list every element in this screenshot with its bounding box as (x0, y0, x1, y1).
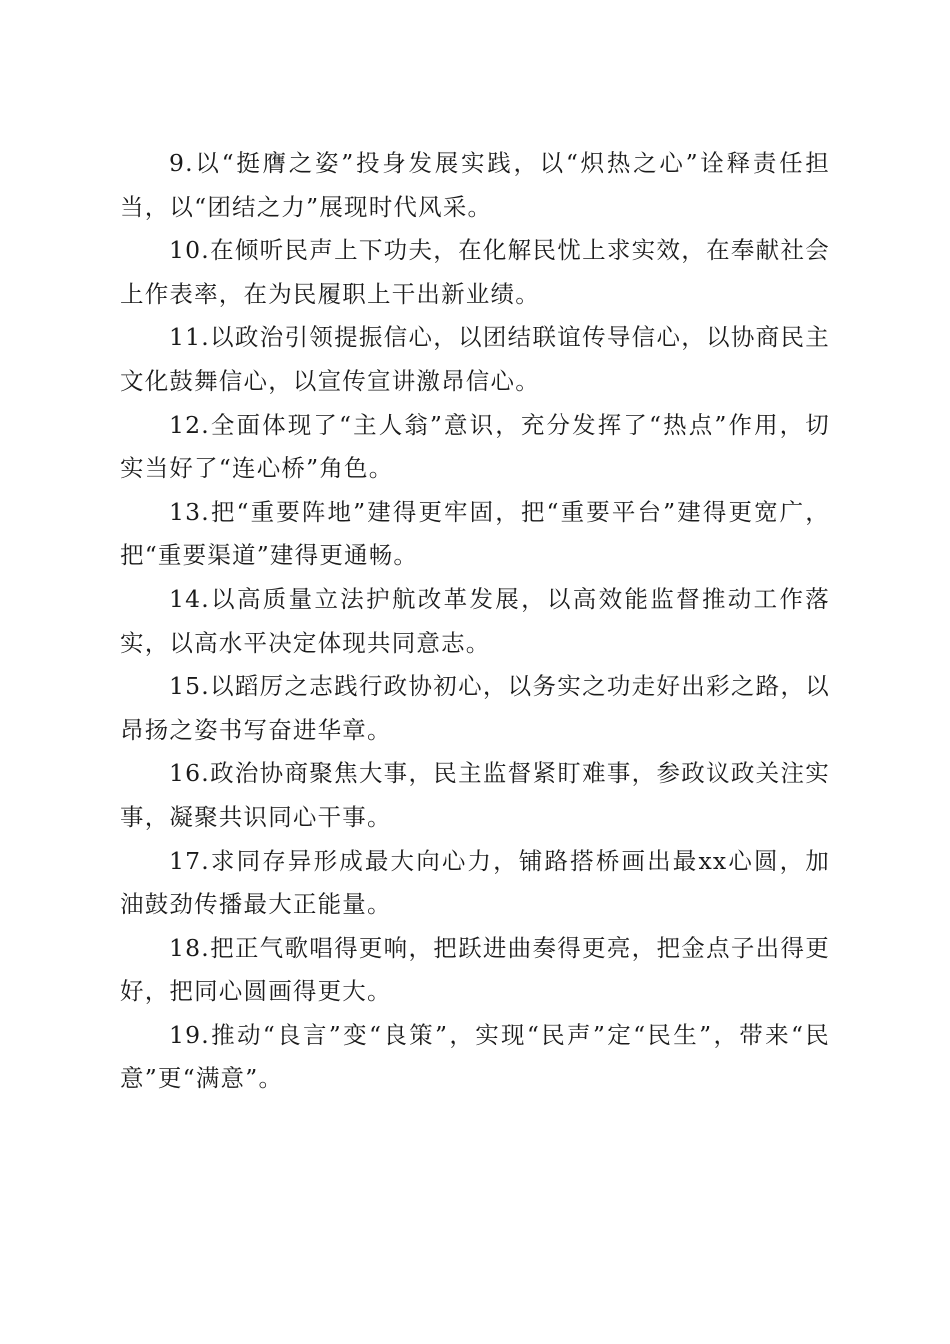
paragraph-19: 19.推动“良言”变“良策”，实现“民声”定“民生”，带来“民意”更“满意”。 (120, 1020, 830, 1093)
paragraph-10: 10.在倾听民声上下功夫，在化解民忧上求实效，在奉献社会上作表率，在为民履职上干出新业绩。 (120, 236, 830, 308)
paragraph-11: 11.以政治引领提振信心，以团结联谊传导信心，以协商民主文化鼓舞信心，以宣传宣讲激昂信心。 (120, 323, 830, 395)
paragraph-18: 18.把正气歌唱得更响，把跃进曲奏得更亮，把金点子出得更好，把同心圆画得更大。 (120, 933, 830, 1006)
paragraph-15: 15.以蹈厉之志践行政协初心，以务实之功走好出彩之路，以昂扬之姿书写奋进华章。 (120, 672, 830, 744)
paragraph-17: 17.求同存异形成最大向心力，铺路搭桥画出最xx心圆，加油鼓劲传播最大正能量。 (120, 846, 830, 919)
paragraph-12: 12.全面体现了“主人翁”意识，充分发挥了“热点”作用，切实当好了“连心桥”角色。 (120, 410, 830, 483)
paragraph-14: 14.以高质量立法护航改革发展，以高效能监督推动工作落实，以高水平决定体现共同意志。 (120, 584, 830, 657)
paragraph-9: 9.以“挺膺之姿”投身发展实践，以“炽热之心”诠释责任担当，以“团结之力”展现时代风采。 (120, 149, 830, 221)
paragraph-16: 16.政治协商聚焦大事，民主监督紧盯难事，参政议政关注实事，凝聚共识同心干事。 (120, 759, 830, 831)
paragraph-13: 13.把“重要阵地”建得更牢固，把“重要平台”建得更宽广，把“重要渠道”建得更通畅。 (120, 497, 830, 570)
document-body (120, 142, 830, 1101)
